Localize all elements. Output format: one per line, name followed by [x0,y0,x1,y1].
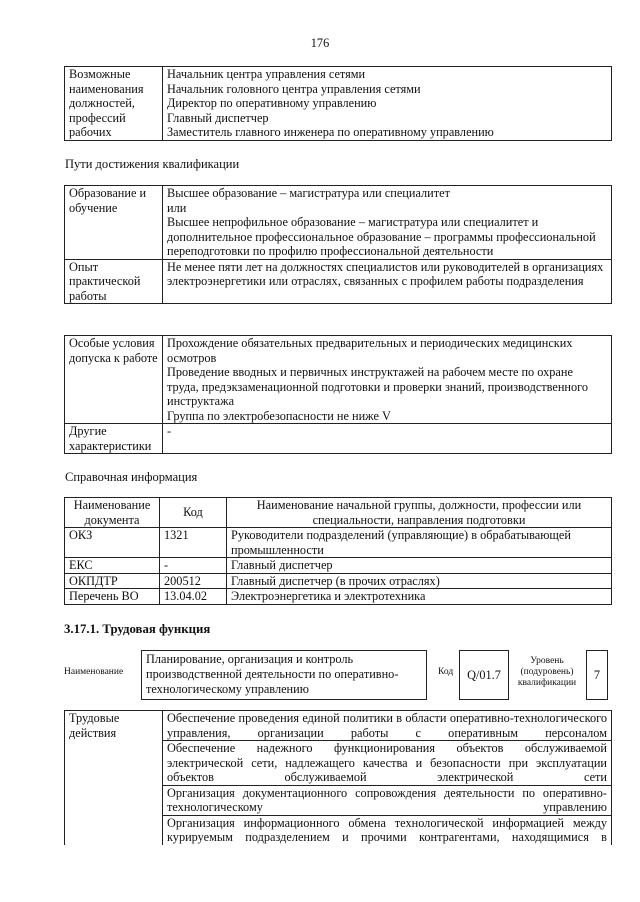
ref-code: - [160,558,227,574]
job-title-item: Главный диспетчер [167,110,269,125]
conditions-table [64,335,612,454]
education-line: или [167,200,187,215]
ref-header-doc: Наименование документа [65,498,160,528]
tf-level-value: 7 [593,667,601,682]
special-conditions-value [163,336,612,424]
table-row [65,589,612,605]
job-titles-label: Возможные наименования должностей, профессий рабочих [65,67,163,141]
section-paths-heading: Пути достижения квалификации [65,157,240,171]
ref-doc: ОКЗ [65,528,160,558]
ref-name: Электроэнергетика и электротехника [227,589,612,605]
labour-actions-table [64,710,612,845]
labour-actions-label: Трудовые действия [65,711,163,845]
page-number: 176 [310,36,330,50]
ref-doc: ОКПДТР [65,573,160,589]
ref-name: Руководители подразделений (управляющие) в обрабатывающей промышленности [227,528,612,558]
ref-doc: ЕКС [65,558,160,574]
tf-name-value: Планирование, организация и контроль производственной деятельности по оперативно-технологическому управлению [146,652,399,696]
experience-value: Не менее пяти лет на должностях специалистов или руководителей в организациях электроэнергетики или отраслях, связанных с профилем работы подразделения [163,259,612,304]
table-row [65,558,612,574]
labour-action: Организация документационного сопровождения деятельности по оперативно-технологическому управлению [163,785,612,815]
ref-code: 200512 [160,573,227,589]
experience-label: Опыт практической работы [65,259,163,304]
ref-header-name: Наименование начальной группы, должности, профессии или специальности, направления подготовки [227,498,612,528]
section-reference-heading: Справочная информация [65,470,198,484]
ref-code: 13.04.02 [160,589,227,605]
education-table [64,185,612,304]
other-characteristics-label: Другие характеристики [65,424,163,454]
table-row [65,528,612,558]
special-condition-line: Проведение вводных и первичных инструктажей на рабочем месте по охране труда, предэкзаменационной подготовки и проверки знаний, производственного инструктажа [167,365,589,408]
tf-level-box [586,650,608,700]
tf-code-value: Q/01.7 [467,667,501,682]
labour-action: Обеспечение надежного функционирования объектов обслуживаемой электрической сети, надлежащего качества и безопасности при эксплуатации объектов обслуживаемой электрической сети [163,741,612,786]
ref-name: Главный диспетчер [227,558,612,574]
table-row [65,573,612,589]
ref-name: Главный диспетчер (в прочих отраслях) [227,573,612,589]
job-title-item: Начальник центра управления сетями [167,67,366,81]
education-line: Высшее образование – магистратура или специалитет [167,186,450,200]
job-titles-table [64,66,612,141]
tf-code-label: Код [438,667,454,677]
labour-action: Обеспечение проведения единой политики в области оперативно-технологического управления, организации работы с оперативным персоналом [163,711,612,741]
tf-level-label: Уровень (подуровень) квалификации [517,656,577,688]
special-conditions-label: Особые условия допуска к работе [65,336,163,424]
ref-doc: Перечень ВО [65,589,160,605]
reference-table [64,497,612,605]
labour-action: Организация информационного обмена технологической информацией между курируемым подразделением и прочими контрагентами, находящимися в [163,815,612,845]
special-condition-line: Прохождение обязательных предварительных и периодических медицинских осмотров [167,336,573,365]
tf-name-box [141,650,427,700]
job-title-item: Заместитель главного инженера по оперативному управлению [167,125,494,139]
job-title-item: Директор по оперативному управлению [167,96,377,110]
tf-code-box [459,650,509,700]
job-title-item: Начальник головного центра управления сетями [167,81,421,96]
education-line: Высшее непрофильное образование – магистратура или специалитет и дополнительное профессиональное образование – программы профессиональной переподготовки по профилю профессиональной деятельности [167,215,596,258]
ref-header-code: Код [160,498,227,528]
ref-code: 1321 [160,528,227,558]
tf-name-label: Наименование [64,667,124,677]
education-value [163,186,612,260]
education-label: Образование и обучение [65,186,163,260]
job-titles-list [163,67,612,141]
special-condition-line: Группа по электробезопасности не ниже V [167,408,391,423]
other-characteristics-value: - [163,424,612,454]
function-heading: 3.17.1. Трудовая функция [64,622,211,636]
